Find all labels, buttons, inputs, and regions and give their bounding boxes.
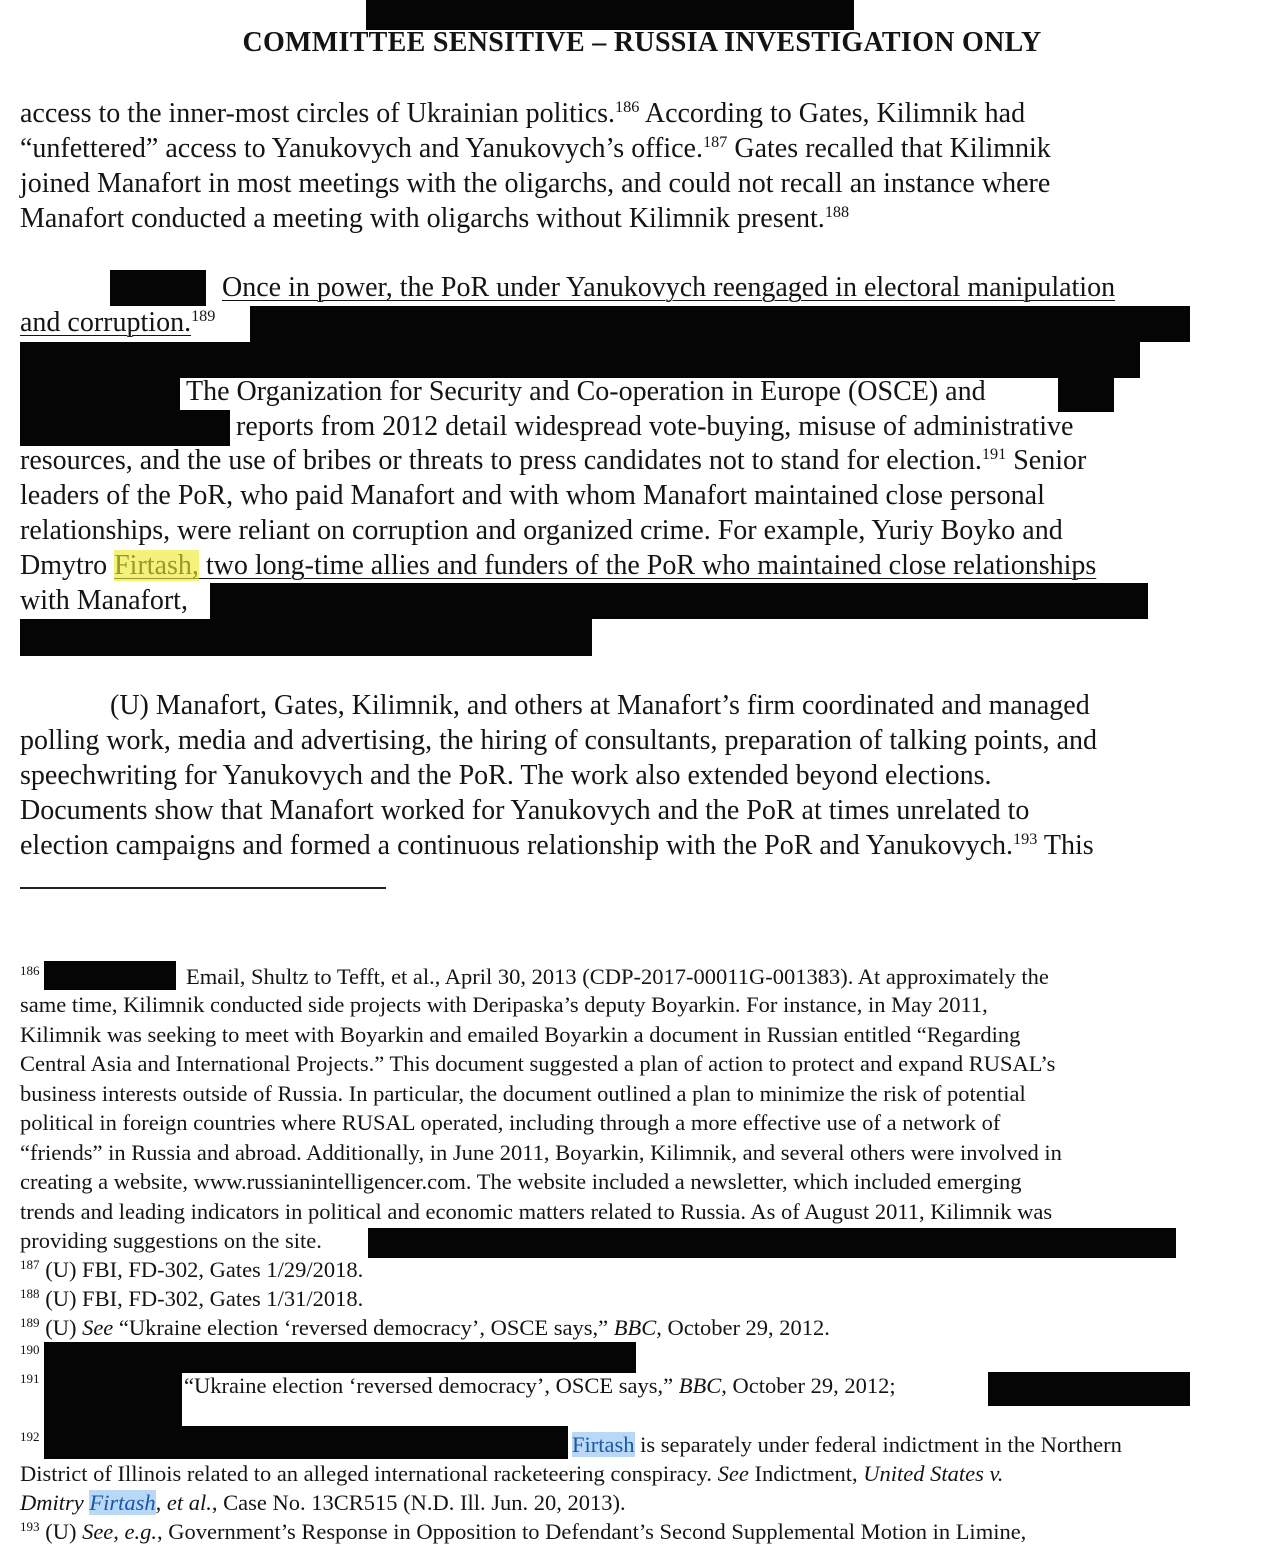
redaction-fn191b <box>988 1372 1190 1406</box>
para2-line2: and corruption.$^{189}$ <box>20 306 216 338</box>
footnote-192-number: 192 <box>20 1428 40 1444</box>
para1-line3: joined Manafort in most meetings with the oligarchs, and could not recall an instance where <box>20 168 1051 199</box>
footnote-192-line2: District of Illinois related to an alleged international racketeering conspiracy. See Indictment, United States v. <box>20 1461 1004 1486</box>
footnote-193: $^{193}$ (U) See, e.g., Government’s Response in Opposition to Defendant’s Second Supplemental Motion in Limine, <box>20 1518 1027 1544</box>
redaction-para2-start <box>110 270 206 306</box>
para2-line8: Dmytro Firtash, two long-time allies and funders of the PoR who maintained close relationships <box>20 550 1097 581</box>
footnote-191-text: “Ukraine election ‘reversed democracy’, OSCE says,” BBC, October 29, 2012; <box>184 1373 896 1398</box>
redaction-top <box>366 0 854 30</box>
footnote-190-number: 190 <box>20 1341 40 1357</box>
para1-line2: “unfettered” access to Yanukovych and Yanukovych’s office.$^{187}$ Gates recalled that Kilimnik <box>20 132 1051 164</box>
footnote-186-line8: creating a website, www.russianintelligencer.com. The website included a newsletter, which included emerging <box>20 1169 1022 1194</box>
para3-line4: Documents show that Manafort worked for Yanukovych and the PoR at times unrelated to <box>20 795 1030 826</box>
para1-line4: Manafort conducted a meeting with oligarchs without Kilimnik present.$^{188}$ <box>20 202 850 234</box>
redaction-para2-line4a <box>20 376 180 412</box>
para1-line1: access to the inner-most circles of Ukrainian politics.$^{186}$ According to Gates, Kilimnik had <box>20 97 1026 129</box>
para2-line9: with Manafort, <box>20 585 188 616</box>
para3-line3: speechwriting for Yanukovych and the PoR. The work also extended beyond elections. <box>20 760 992 791</box>
footnote-192-line3: Dmitry Firtash, et al., Case No. 13CR515 (N.D. Ill. Jun. 20, 2013). <box>20 1490 626 1515</box>
footnote-186-line4: Central Asia and International Projects.” This document suggested a plan of action to protect and expand RUSAL’s <box>20 1051 1056 1076</box>
footnote-186-line6: political in foreign countries where RUSAL operated, including through a more effective use of a network of <box>20 1110 1001 1135</box>
redaction-para2-line5 <box>20 410 230 446</box>
redaction-para2-line4b <box>1058 376 1114 412</box>
footnote-ref-187: 187 <box>702 132 728 151</box>
highlight-firtash-fn: Firtash <box>572 1432 635 1457</box>
redaction-para2-line3a <box>20 342 1140 378</box>
classification-banner: COMMITTEE SENSITIVE – RUSSIA INVESTIGATION ONLY <box>242 27 1042 58</box>
para2-line7: relationships, were reliant on corruption and organized crime. For example, Yuriy Boyko and <box>20 515 1063 546</box>
footnote-ref-191: 191 <box>981 444 1007 463</box>
footnote-192-line1: Firtash is separately under federal indictment in the Northern <box>572 1432 1122 1457</box>
footnote-186-line1: Email, Shultz to Tefft, et al., April 30, 2013 (CDP-2017-00011G-001383). At approximately the <box>186 964 1049 989</box>
para2-line1: Once in power, the PoR under Yanukovych reengaged in electoral manipulation <box>222 272 1116 303</box>
redaction-para2-line2 <box>250 306 1190 342</box>
footnote-186-line9: trends and leading indicators in political and economic matters related to Russia. As of August 2011, Kilimnik was <box>20 1199 1053 1224</box>
footnote-189: $^{189}$ (U) See “Ukraine election ‘reversed democracy’, OSCE says,” BBC, October 29, 2012. <box>20 1314 830 1340</box>
footnote-186-line2: same time, Kilimnik conducted side projects with Deripaska’s deputy Boyarkin. For instance, in May 2011, <box>20 992 988 1017</box>
redaction-fn186-end <box>368 1228 1176 1258</box>
redaction-para2-line9 <box>210 583 1148 619</box>
highlight-firtash-case: Firtash <box>89 1490 156 1515</box>
redaction-fn191a <box>44 1372 182 1428</box>
footnote-186-line5: business interests outside of Russia. In particular, the document outlined a plan to minimize the risk of potential <box>20 1081 1026 1106</box>
para2-line4: reports from 2012 detail widespread vote-buying, misuse of administrative <box>236 411 1074 442</box>
redaction-fn192 <box>44 1426 568 1459</box>
footnote-186-number: 186 <box>20 962 40 978</box>
para2-line5: resources, and the use of bribes or threats to press candidates not to stand for election.$^{191}$ Senior <box>20 444 1087 476</box>
footnote-separator <box>20 887 386 889</box>
para3-line5: election campaigns and formed a continuous relationship with the PoR and Yanukovych.$^{193}$ This <box>20 829 1094 861</box>
footnote-ref-188: 188 <box>824 202 850 221</box>
footnote-ref-189: 189 <box>191 306 216 325</box>
footnote-ref-186: 186 <box>615 97 640 116</box>
para2-line6: leaders of the PoR, who paid Manafort and with whom Manafort maintained close personal <box>20 480 1045 511</box>
redaction-para2-line10 <box>20 619 592 656</box>
footnote-188: $^{188}$ (U) FBI, FD-302, Gates 1/31/2018. <box>20 1285 364 1311</box>
footnote-186-line10: providing suggestions on the site. <box>20 1228 322 1253</box>
highlight-firtash: Firtash, <box>114 550 199 581</box>
footnote-ref-193: 193 <box>1013 829 1038 848</box>
para3-line1: (U) Manafort, Gates, Kilimnik, and others at Manafort’s firm coordinated and managed <box>110 690 1090 721</box>
para2-line3: The Organization for Security and Co-operation in Europe (OSCE) and <box>186 376 986 407</box>
footnote-186-line3: Kilimnik was seeking to meet with Boyarkin and emailed Boyarkin a document in Russian entitled “Regarding <box>20 1022 1021 1047</box>
redaction-fn186-source <box>44 961 176 990</box>
footnote-191-number: 191 <box>20 1370 40 1386</box>
footnote-187: $^{187}$ (U) FBI, FD-302, Gates 1/29/2018. <box>20 1256 364 1282</box>
footnote-186-line7: “friends” in Russia and abroad. Additionally, in June 2011, Boyarkin, Kilimnik, and several others were involved in <box>20 1140 1062 1165</box>
redaction-fn190 <box>44 1342 636 1373</box>
para3-line2: polling work, media and advertising, the hiring of consultants, preparation of talking points, and <box>20 725 1098 756</box>
